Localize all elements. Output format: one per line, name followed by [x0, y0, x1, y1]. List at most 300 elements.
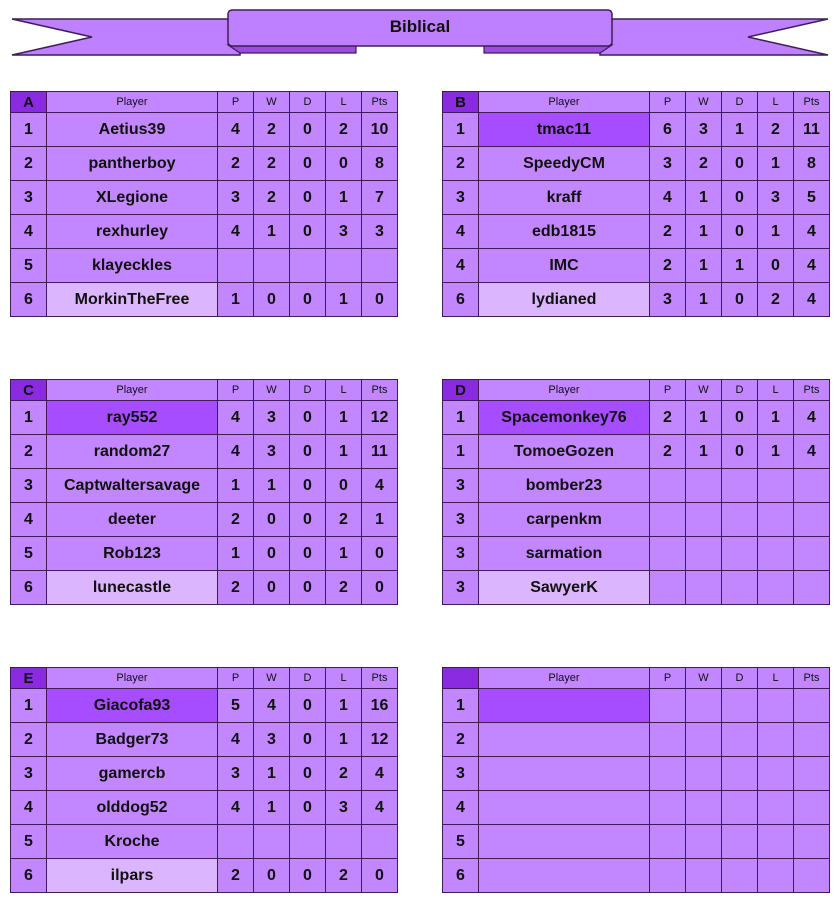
d-cell: 0 [290, 689, 326, 723]
pts-cell: 8 [794, 147, 830, 181]
table-row [11, 435, 398, 469]
l-cell: 1 [758, 401, 794, 435]
rank-cell: 2 [443, 723, 479, 757]
group-letter: D [443, 380, 479, 401]
rank-cell: 4 [11, 503, 47, 537]
standings-table [442, 667, 830, 893]
l-header: L [326, 668, 362, 689]
d-cell [722, 859, 758, 893]
pts-cell [794, 859, 830, 893]
table-row [443, 469, 830, 503]
p-cell: 2 [218, 859, 254, 893]
w-cell: 3 [254, 723, 290, 757]
pts-cell [794, 825, 830, 859]
table-row [11, 215, 398, 249]
pts-cell: 12 [362, 723, 398, 757]
d-header: D [290, 668, 326, 689]
l-cell: 0 [326, 469, 362, 503]
table-row [443, 503, 830, 537]
rank-cell: 1 [11, 113, 47, 147]
w-cell: 0 [254, 859, 290, 893]
p-cell: 2 [218, 503, 254, 537]
p-cell: 2 [650, 401, 686, 435]
player-name-cell: SpeedyCM [479, 147, 650, 181]
w-cell: 1 [686, 435, 722, 469]
table-row [443, 825, 830, 859]
player-header: Player [479, 380, 650, 401]
table-row [11, 469, 398, 503]
pts-header: Pts [362, 380, 398, 401]
w-cell: 3 [254, 435, 290, 469]
table-row [443, 147, 830, 181]
table-row [11, 689, 398, 723]
l-cell: 1 [326, 283, 362, 317]
l-cell: 1 [326, 689, 362, 723]
rank-cell: 6 [11, 859, 47, 893]
rank-cell: 5 [11, 249, 47, 283]
group-table-blank [442, 667, 830, 893]
w-cell: 1 [686, 181, 722, 215]
p-cell: 2 [650, 215, 686, 249]
player-name-cell [479, 757, 650, 791]
player-name-cell: pantherboy [47, 147, 218, 181]
l-cell: 2 [326, 571, 362, 605]
rank-cell: 4 [11, 791, 47, 825]
rank-cell: 1 [443, 435, 479, 469]
p-cell [650, 825, 686, 859]
l-header: L [758, 668, 794, 689]
l-cell: 3 [326, 791, 362, 825]
p-cell: 4 [218, 215, 254, 249]
player-name-cell: kraff [479, 181, 650, 215]
group-letter: A [11, 92, 47, 113]
p-cell [650, 859, 686, 893]
pts-cell: 4 [794, 283, 830, 317]
rank-cell: 2 [443, 147, 479, 181]
w-cell [686, 469, 722, 503]
table-row [11, 825, 398, 859]
player-name-cell [479, 825, 650, 859]
player-name-cell: MorkinTheFree [47, 283, 218, 317]
group-table-b [442, 91, 830, 317]
d-cell: 0 [290, 791, 326, 825]
rank-cell: 2 [11, 435, 47, 469]
w-cell [686, 757, 722, 791]
rank-cell: 5 [11, 537, 47, 571]
rank-cell: 3 [443, 757, 479, 791]
p-cell: 4 [218, 791, 254, 825]
table-row [11, 537, 398, 571]
rank-cell: 3 [443, 537, 479, 571]
d-cell: 0 [290, 469, 326, 503]
d-cell: 0 [290, 435, 326, 469]
p-header: P [650, 380, 686, 401]
d-cell: 0 [290, 215, 326, 249]
w-cell [254, 825, 290, 859]
pts-cell [794, 723, 830, 757]
l-cell: 1 [758, 215, 794, 249]
table-row [443, 723, 830, 757]
d-cell [722, 503, 758, 537]
p-cell: 2 [650, 249, 686, 283]
group-letter [443, 668, 479, 689]
w-cell: 0 [254, 571, 290, 605]
table-row [11, 723, 398, 757]
pts-cell: 0 [362, 283, 398, 317]
table-row [443, 283, 830, 317]
table-row [11, 401, 398, 435]
player-name-cell [479, 791, 650, 825]
w-header: W [254, 668, 290, 689]
player-name-cell: lunecastle [47, 571, 218, 605]
d-cell: 0 [722, 283, 758, 317]
table-row [443, 571, 830, 605]
p-cell: 2 [650, 435, 686, 469]
d-cell: 0 [290, 283, 326, 317]
l-cell: 2 [326, 757, 362, 791]
w-cell: 2 [254, 181, 290, 215]
standings-table [442, 379, 830, 605]
rank-cell: 4 [443, 249, 479, 283]
p-cell: 5 [218, 689, 254, 723]
p-cell [650, 571, 686, 605]
d-cell [290, 825, 326, 859]
w-cell: 1 [254, 791, 290, 825]
l-header: L [326, 380, 362, 401]
p-cell [218, 825, 254, 859]
pts-cell: 5 [794, 181, 830, 215]
table-row [11, 757, 398, 791]
rank-cell: 3 [11, 469, 47, 503]
pts-cell: 8 [362, 147, 398, 181]
pts-cell: 11 [362, 435, 398, 469]
l-cell: 1 [326, 435, 362, 469]
p-cell: 1 [218, 283, 254, 317]
d-header: D [290, 380, 326, 401]
d-cell: 0 [290, 757, 326, 791]
player-header: Player [47, 668, 218, 689]
d-cell [722, 537, 758, 571]
d-cell: 1 [722, 249, 758, 283]
player-name-cell: Giacofa93 [47, 689, 218, 723]
w-cell: 2 [686, 147, 722, 181]
table-row [443, 791, 830, 825]
w-header: W [686, 380, 722, 401]
w-cell: 0 [254, 537, 290, 571]
p-cell: 4 [650, 181, 686, 215]
pts-header: Pts [362, 668, 398, 689]
pts-cell: 16 [362, 689, 398, 723]
p-cell: 3 [218, 757, 254, 791]
rank-cell: 5 [11, 825, 47, 859]
rank-cell: 3 [443, 469, 479, 503]
l-cell: 2 [758, 283, 794, 317]
l-cell: 1 [758, 147, 794, 181]
p-cell: 3 [218, 181, 254, 215]
p-cell [650, 791, 686, 825]
player-name-cell: ray552 [47, 401, 218, 435]
table-row [11, 859, 398, 893]
pts-cell: 3 [362, 215, 398, 249]
pts-header: Pts [794, 668, 830, 689]
w-cell [686, 859, 722, 893]
table-row [443, 435, 830, 469]
p-cell: 4 [218, 113, 254, 147]
rank-cell: 2 [11, 147, 47, 181]
rank-cell: 6 [11, 571, 47, 605]
w-header: W [686, 92, 722, 113]
player-name-cell: SawyerK [479, 571, 650, 605]
d-cell: 0 [722, 401, 758, 435]
pts-cell [794, 757, 830, 791]
player-name-cell: deeter [47, 503, 218, 537]
player-name-cell: bomber23 [479, 469, 650, 503]
w-cell: 0 [254, 503, 290, 537]
p-cell: 4 [218, 435, 254, 469]
w-cell [686, 571, 722, 605]
l-header: L [326, 92, 362, 113]
banner-left-tail [12, 19, 240, 55]
w-cell: 3 [254, 401, 290, 435]
p-cell: 1 [218, 537, 254, 571]
l-cell: 2 [758, 113, 794, 147]
pts-cell [362, 249, 398, 283]
pts-cell: 0 [362, 859, 398, 893]
table-row [11, 147, 398, 181]
d-cell [722, 791, 758, 825]
player-name-cell: IMC [479, 249, 650, 283]
header-row [11, 380, 398, 401]
l-cell [758, 571, 794, 605]
player-name-cell: random27 [47, 435, 218, 469]
header-row [443, 380, 830, 401]
header-row [11, 92, 398, 113]
l-cell [758, 757, 794, 791]
pts-cell [362, 825, 398, 859]
pts-cell: 0 [362, 571, 398, 605]
player-name-cell: Kroche [47, 825, 218, 859]
rank-cell: 1 [443, 401, 479, 435]
pts-cell [794, 503, 830, 537]
rank-cell: 4 [11, 215, 47, 249]
p-cell [650, 469, 686, 503]
w-cell: 2 [254, 113, 290, 147]
rank-cell: 1 [443, 113, 479, 147]
pts-cell: 1 [362, 503, 398, 537]
l-cell [758, 825, 794, 859]
group-letter: E [11, 668, 47, 689]
table-row [443, 689, 830, 723]
w-cell: 1 [686, 401, 722, 435]
l-cell: 0 [326, 147, 362, 181]
rank-cell: 1 [11, 689, 47, 723]
l-cell [326, 825, 362, 859]
pts-cell: 4 [794, 249, 830, 283]
p-header: P [650, 668, 686, 689]
l-cell [758, 723, 794, 757]
l-cell [758, 791, 794, 825]
pts-cell: 0 [362, 537, 398, 571]
w-header: W [254, 380, 290, 401]
w-header: W [254, 92, 290, 113]
l-cell [758, 469, 794, 503]
l-cell: 3 [326, 215, 362, 249]
l-cell: 1 [758, 435, 794, 469]
d-cell: 0 [290, 181, 326, 215]
rank-cell: 3 [11, 757, 47, 791]
group-table-c [10, 379, 398, 605]
d-cell [722, 757, 758, 791]
player-name-cell: Badger73 [47, 723, 218, 757]
p-cell [650, 537, 686, 571]
l-cell: 2 [326, 859, 362, 893]
w-header: W [686, 668, 722, 689]
player-name-cell: olddog52 [47, 791, 218, 825]
pts-cell: 7 [362, 181, 398, 215]
l-cell [758, 537, 794, 571]
rank-cell: 6 [11, 283, 47, 317]
player-header: Player [479, 668, 650, 689]
w-cell: 1 [254, 757, 290, 791]
w-cell: 4 [254, 689, 290, 723]
pts-cell: 4 [794, 215, 830, 249]
d-cell: 1 [722, 113, 758, 147]
table-row [443, 113, 830, 147]
p-cell: 2 [218, 147, 254, 181]
rank-cell: 3 [443, 181, 479, 215]
player-name-cell: Aetius39 [47, 113, 218, 147]
w-cell: 1 [686, 249, 722, 283]
l-cell: 0 [758, 249, 794, 283]
p-cell [650, 689, 686, 723]
player-name-cell [479, 723, 650, 757]
l-cell: 1 [326, 723, 362, 757]
table-row [443, 249, 830, 283]
p-cell: 3 [650, 283, 686, 317]
table-row [11, 249, 398, 283]
table-row [11, 181, 398, 215]
table-row [11, 791, 398, 825]
rank-cell: 3 [443, 571, 479, 605]
player-header: Player [47, 92, 218, 113]
l-cell: 1 [326, 401, 362, 435]
w-cell [686, 825, 722, 859]
rank-cell: 2 [11, 723, 47, 757]
l-cell [758, 689, 794, 723]
player-name-cell: Captwaltersavage [47, 469, 218, 503]
pts-cell: 4 [362, 757, 398, 791]
p-header: P [218, 92, 254, 113]
d-cell [722, 571, 758, 605]
player-name-cell: rexhurley [47, 215, 218, 249]
pts-cell [794, 571, 830, 605]
p-cell [218, 249, 254, 283]
w-cell [254, 249, 290, 283]
standings-table [10, 667, 398, 893]
player-name-cell: gamercb [47, 757, 218, 791]
p-cell: 1 [218, 469, 254, 503]
p-header: P [218, 380, 254, 401]
w-cell: 2 [254, 147, 290, 181]
d-cell [290, 249, 326, 283]
w-cell: 0 [254, 283, 290, 317]
pts-cell [794, 469, 830, 503]
player-name-cell: lydianed [479, 283, 650, 317]
d-cell: 0 [290, 723, 326, 757]
group-letter: C [11, 380, 47, 401]
w-cell [686, 689, 722, 723]
w-cell: 3 [686, 113, 722, 147]
rank-cell: 4 [443, 791, 479, 825]
pts-cell [794, 689, 830, 723]
table-row [443, 537, 830, 571]
d-cell [722, 825, 758, 859]
p-cell: 6 [650, 113, 686, 147]
d-cell: 0 [290, 401, 326, 435]
d-cell [722, 723, 758, 757]
table-row [443, 215, 830, 249]
d-cell: 0 [290, 859, 326, 893]
d-header: D [722, 380, 758, 401]
banner-right-tail [600, 19, 828, 55]
p-cell: 2 [218, 571, 254, 605]
d-header: D [722, 668, 758, 689]
l-cell: 3 [758, 181, 794, 215]
l-header: L [758, 380, 794, 401]
pts-cell [794, 791, 830, 825]
player-name-cell: tmac11 [479, 113, 650, 147]
pts-header: Pts [362, 92, 398, 113]
rank-cell: 4 [443, 215, 479, 249]
standings-table [442, 91, 830, 317]
page-title: Biblical [389, 17, 451, 36]
l-cell: 1 [326, 181, 362, 215]
rank-cell: 1 [443, 689, 479, 723]
player-name-cell: XLegione [47, 181, 218, 215]
player-header: Player [47, 380, 218, 401]
d-cell: 0 [722, 147, 758, 181]
p-cell: 3 [650, 147, 686, 181]
pts-cell: 4 [362, 791, 398, 825]
d-header: D [290, 92, 326, 113]
header-row [443, 92, 830, 113]
rank-cell: 3 [11, 181, 47, 215]
p-header: P [218, 668, 254, 689]
rank-cell: 6 [443, 859, 479, 893]
player-name-cell: sarmation [479, 537, 650, 571]
p-cell [650, 503, 686, 537]
player-name-cell: klayeckles [47, 249, 218, 283]
l-cell [758, 859, 794, 893]
p-cell: 4 [218, 401, 254, 435]
pts-cell: 4 [794, 401, 830, 435]
player-name-cell: ilpars [47, 859, 218, 893]
pts-cell: 11 [794, 113, 830, 147]
rank-cell: 1 [11, 401, 47, 435]
pts-cell: 4 [362, 469, 398, 503]
rank-cell: 5 [443, 825, 479, 859]
table-row [443, 401, 830, 435]
p-cell: 4 [218, 723, 254, 757]
rank-cell: 6 [443, 283, 479, 317]
pts-cell: 4 [794, 435, 830, 469]
pts-header: Pts [794, 380, 830, 401]
l-cell [758, 503, 794, 537]
d-cell: 0 [290, 113, 326, 147]
l-header: L [758, 92, 794, 113]
l-cell: 2 [326, 113, 362, 147]
p-header: P [650, 92, 686, 113]
